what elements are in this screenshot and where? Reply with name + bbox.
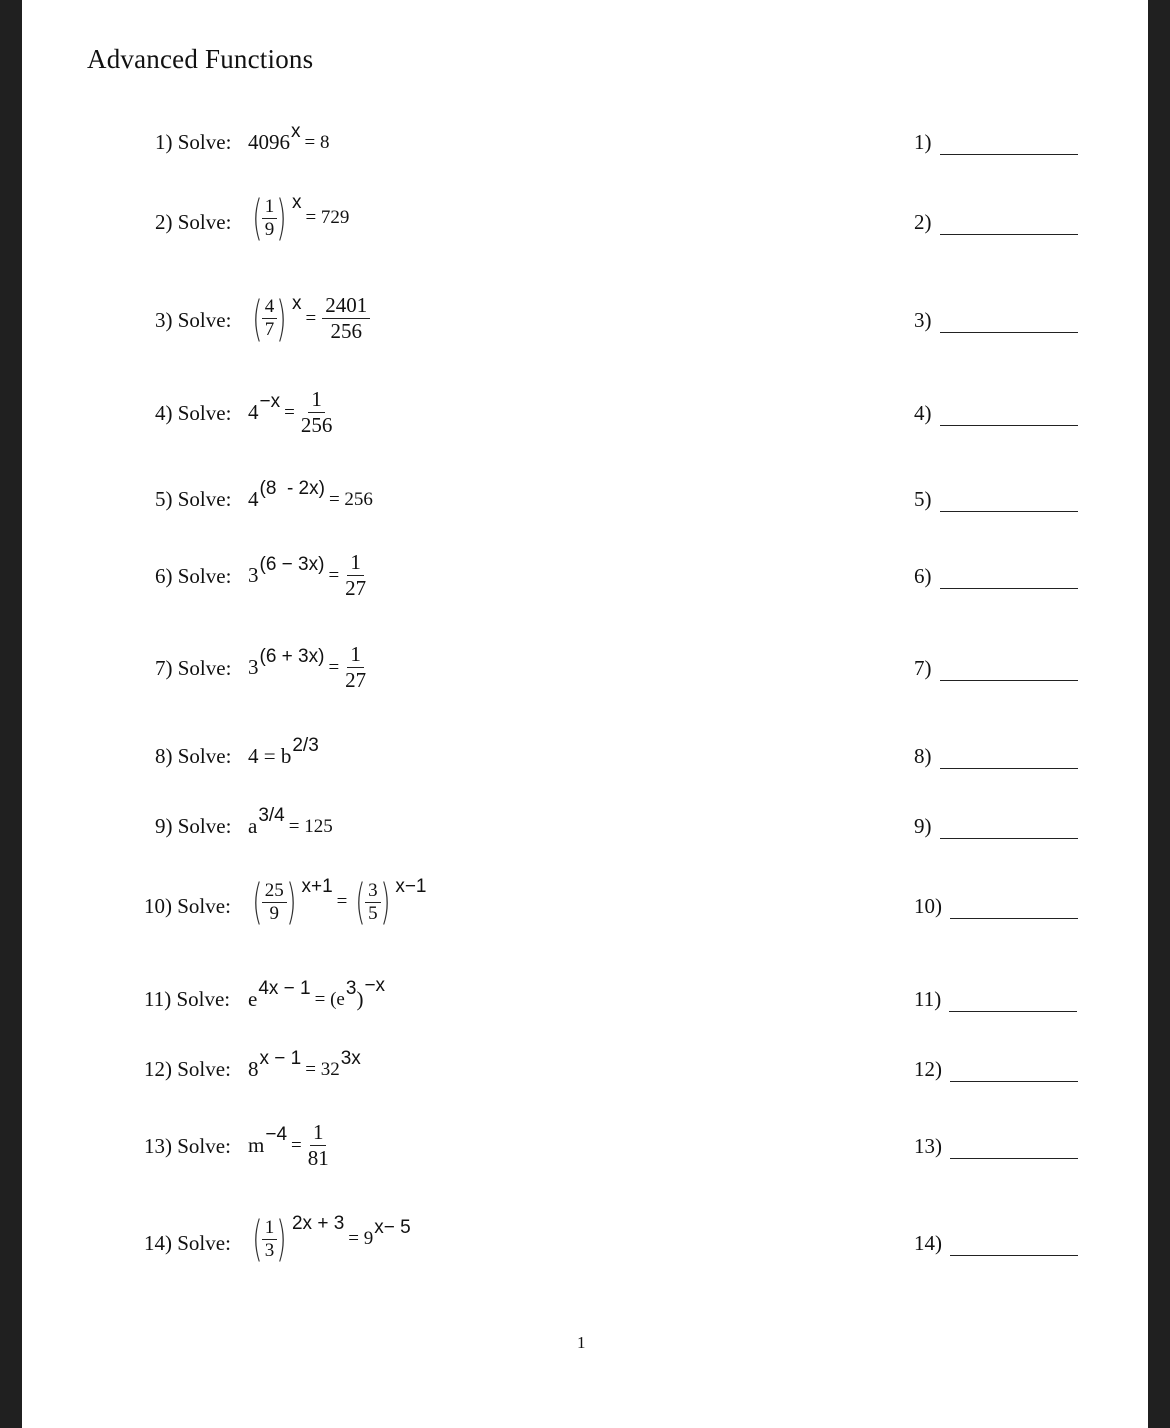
fraction-denominator: 27	[345, 668, 367, 692]
answer-blank[interactable]	[914, 744, 1078, 769]
rhs: = 32	[305, 1058, 340, 1080]
equals-sign: =	[305, 307, 317, 329]
exponent: 3/4	[258, 804, 285, 826]
problem-label: 1) Solve:	[155, 130, 232, 154]
problem-label: 7) Solve:	[155, 656, 232, 680]
exponent: x	[291, 120, 301, 142]
problem-label: 8) Solve:	[155, 744, 232, 768]
answer-blank[interactable]	[914, 401, 1078, 426]
fraction-numerator: 1	[347, 642, 364, 668]
fraction-denominator: 7	[264, 319, 275, 340]
equation: ( $\frac{25}{9}$ ) x+1 = ( $\frac{3}{5}$ ) x−1	[252, 874, 427, 930]
answer-blank[interactable]	[914, 1057, 1078, 1082]
worksheet-page	[22, 0, 1148, 1428]
exponent: −x	[364, 974, 386, 996]
fraction-numerator: 2401	[322, 293, 370, 319]
exponent: (6 − 3x)	[259, 553, 325, 575]
equation: ( $\frac{1}{9}$ ) x = 729	[252, 190, 350, 246]
equation	[248, 477, 377, 512]
problem-label: 5) Solve:	[155, 487, 232, 511]
exponent: x− 5	[374, 1217, 411, 1238]
answer-label: 8)	[914, 744, 932, 768]
answer-blank[interactable]	[914, 1134, 1078, 1159]
base: 3	[248, 655, 259, 679]
equals-sign: =	[291, 1134, 302, 1156]
base: 4	[248, 487, 259, 511]
base: e	[248, 987, 258, 1011]
answer-label: 10)	[914, 894, 942, 918]
exponent: x+1	[301, 876, 333, 897]
equation	[248, 974, 386, 1012]
exponent: −4	[265, 1123, 288, 1145]
problem-label: 3) Solve:	[155, 308, 232, 332]
problem-label: 12) Solve:	[144, 1057, 231, 1081]
fraction-numerator: 1	[310, 1120, 327, 1146]
answer-label: 6)	[914, 564, 932, 588]
fraction-numerator: 1	[262, 196, 278, 219]
problem-label: 6) Solve:	[155, 564, 232, 588]
answer-label: 1)	[914, 130, 932, 154]
exponent: x	[291, 292, 302, 314]
rhs: = 256	[328, 488, 373, 510]
fraction-denominator: 3	[264, 1239, 275, 1261]
exponent: 2/3	[292, 734, 319, 756]
problem-label: 2) Solve:	[155, 210, 232, 234]
page-number: 1	[577, 1333, 586, 1352]
fraction-numerator: 4	[262, 296, 278, 319]
fraction-numerator: 1	[308, 387, 325, 413]
rhs: = 8	[304, 131, 330, 153]
fraction-numerator: 3	[365, 880, 381, 903]
exponent: 2x + 3	[291, 1213, 345, 1234]
answer-label: 7)	[914, 656, 932, 680]
equation: ( $\frac{4}{7}$ ) x = $\frac{2401}{256}$	[248, 293, 372, 344]
rhs: = 125	[288, 815, 333, 837]
exponent: 4x − 1	[258, 977, 311, 999]
answer-label: 14)	[914, 1231, 942, 1255]
exponent: x−1	[395, 876, 427, 897]
answer-blank[interactable]	[914, 210, 1078, 235]
answer-label: 13)	[914, 1134, 942, 1158]
equation	[248, 734, 319, 769]
equation	[248, 642, 368, 693]
fraction-denominator: 27	[345, 576, 367, 600]
base: 4	[248, 400, 259, 424]
equation	[248, 550, 368, 601]
lhs: 4 = b	[248, 744, 292, 768]
answer-label: 12)	[914, 1057, 942, 1081]
exponent: (8 - 2x)	[259, 477, 325, 499]
exponent: x − 1	[259, 1047, 302, 1069]
problem-label: 10) Solve:	[144, 894, 231, 918]
fraction-numerator: 1	[262, 1217, 278, 1240]
answer-label: 3)	[914, 308, 932, 332]
equation: ( $\frac{1}{3}$ ) 2x + 3 = 9 $^{x- 5}$	[252, 1211, 411, 1267]
problem-label: 14) Solve:	[144, 1231, 231, 1255]
fraction-denominator: 256	[330, 319, 362, 343]
answer-blank[interactable]	[914, 564, 1078, 589]
equals-sign: =	[284, 401, 295, 423]
fraction-numerator: 1	[347, 550, 364, 576]
answer-blank[interactable]	[914, 987, 1077, 1012]
base: m	[248, 1133, 265, 1157]
fraction-denominator: 5	[368, 902, 378, 924]
fraction-denominator: 9	[264, 218, 275, 240]
answer-blank[interactable]	[914, 1231, 1078, 1256]
answer-label: 2)	[914, 210, 932, 234]
exponent: 3x	[340, 1047, 361, 1069]
equation	[248, 120, 333, 155]
worksheet-title: Advanced Functions	[87, 44, 314, 74]
exponent: (6 + 3x)	[259, 645, 325, 667]
equals-sign: =	[336, 891, 348, 912]
fraction-denominator: 9	[269, 902, 279, 924]
answer-label: 11)	[914, 987, 942, 1011]
exponent: 3	[345, 977, 357, 999]
problem-label: 11) Solve:	[144, 987, 231, 1011]
answer-label: 5)	[914, 487, 932, 511]
equation	[248, 1120, 331, 1171]
exponent: −x	[259, 390, 281, 412]
exponent: x	[291, 192, 302, 213]
base: 4096	[248, 130, 290, 154]
problem-label: 9) Solve:	[155, 814, 232, 838]
answer-blank[interactable]	[914, 308, 1078, 333]
problem-label: 13) Solve:	[144, 1134, 231, 1158]
answer-label: 4)	[914, 401, 932, 425]
answer-blank[interactable]	[914, 814, 1078, 839]
close-paren: )	[356, 987, 364, 1011]
rhs: = (e	[314, 988, 345, 1010]
equals-sign: =	[328, 564, 340, 586]
answer-label: 9)	[914, 814, 932, 838]
problem-label: 4) Solve:	[155, 401, 232, 425]
answer-blank[interactable]	[914, 130, 1078, 155]
fraction-denominator: 81	[307, 1146, 329, 1170]
equals-sign: =	[328, 656, 340, 678]
rhs: = 729	[305, 207, 350, 228]
answer-blank[interactable]	[914, 487, 1078, 512]
base: 3	[248, 563, 259, 587]
answer-blank[interactable]	[914, 656, 1078, 681]
answer-blank[interactable]	[914, 894, 1078, 919]
fraction-numerator: 25	[262, 880, 287, 903]
base: a	[248, 814, 258, 838]
equation	[248, 387, 334, 438]
rhs: = 9	[348, 1228, 374, 1249]
base: 8	[248, 1057, 259, 1081]
equation	[248, 804, 337, 839]
fraction-denominator: 256	[300, 413, 333, 437]
equation	[248, 1047, 361, 1082]
